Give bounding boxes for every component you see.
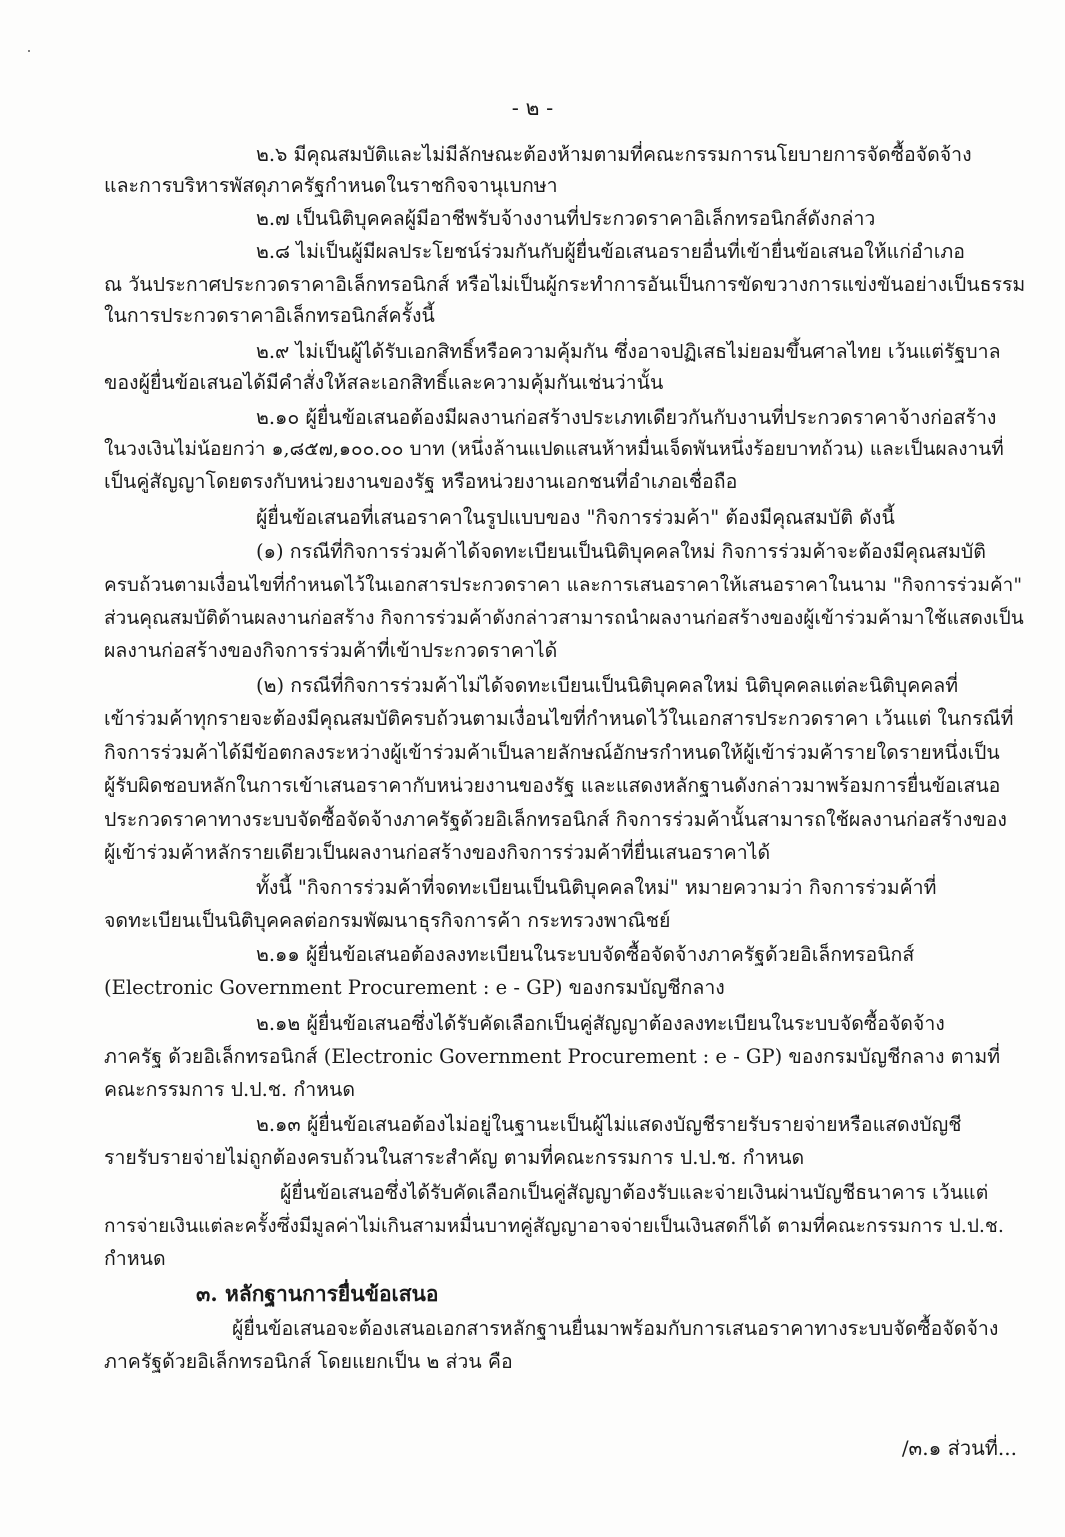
clause-2-6-cont: และการบริหารพัสดุภาครัฐกำหนดในราชกิจจานุเบกษา (104, 174, 558, 197)
joint-venture-definition: ทั้งนี้ "กิจการร่วมค้าที่จดทะเบียนเป็นนิติบุคคลใหม่" หมายความว่า กิจการร่วมค้าที่ (256, 876, 937, 899)
clause-2-9: ๒.๙ ไม่เป็นผู้ได้รับเอกสิทธิ์หรือความคุ้มกัน ซึ่งอาจปฏิเสธไม่ยอมขึ้นศาลไทย เว้นแต่รัฐบาล (256, 340, 1001, 363)
clause-2-6: ๒.๖ มีคุณสมบัติและไม่มีลักษณะต้องห้ามตามที่คณะกรรมการนโยบายการจัดซื้อจัดจ้าง (256, 143, 972, 166)
clause-2-10-cont-1: ในวงเงินไม่น้อยกว่า ๑,๘๕๗,๑๐๐.๐๐ บาท (หนึ่งล้านแปดแสนห้าหมื่นเจ็ดพันหนึ่งร้อยบาทถ้วน) และเป็นผลงานที่ (104, 438, 1004, 460)
clause-2-11-cont: (Electronic Government Procurement : e - GP) ของกรมบัญชีกลาง (104, 976, 725, 999)
page-number: - ๒ - (511, 96, 554, 120)
clause-2-8: ๒.๘ ไม่เป็นผู้มีผลประโยชน์ร่วมกันกับผู้ยื่นข้อเสนอรายอื่นที่เข้ายื่นข้อเสนอให้แก่อำเภอ (256, 240, 965, 263)
scan-speck (28, 50, 30, 52)
continuation-reference: /๓.๑ ส่วนที่... (901, 1436, 1017, 1460)
clause-2-12: ๒.๑๒ ผู้ยื่นข้อเสนอซึ่งได้รับคัดเลือกเป็นคู่สัญญาต้องลงทะเบียนในระบบจัดซื้อจัดจ้าง (256, 1012, 945, 1035)
section-3-heading: ๓. หลักฐานการยื่นข้อเสนอ (196, 1281, 439, 1306)
joint-venture-case-2: (๒) กรณีที่กิจการร่วมค้าไม่ได้จดทะเบียนเป็นนิติบุคคลใหม่ นิติบุคคลแต่ละนิติบุคคลที่ (256, 674, 959, 697)
clause-2-11: ๒.๑๑ ผู้ยื่นข้อเสนอต้องลงทะเบียนในระบบจัดซื้อจัดจ้างภาครัฐด้วยอิเล็กทรอนิกส์ (256, 943, 915, 966)
joint-venture-case-1-cont-1: ครบถ้วนตามเงื่อนไขที่กำหนดไว้ในเอกสารประกวดราคา และการเสนอราคาให้เสนอราคาในนาม "กิจการร่วมค้า" (104, 574, 1023, 596)
joint-venture-case-2-cont-1: เข้าร่วมค้าทุกรายจะต้องมีคุณสมบัติครบถ้วนตามเงื่อนไขที่กำหนดไว้ในเอกสารประกวดราคา เว้นแต่ ในกรณีที่ (104, 707, 1014, 730)
joint-venture-case-1-cont-2: ส่วนคุณสมบัติด้านผลงานก่อสร้าง กิจการร่วมค้าดังกล่าวสามารถนำผลงานก่อสร้างของผู้เข้าร่วมค้ามาใช้แสดงเป็น (104, 607, 1024, 629)
section-3-body-cont: ภาครัฐด้วยอิเล็กทรอนิกส์ โดยแยกเป็น ๒ ส่วน คือ (104, 1350, 513, 1373)
joint-venture-intro: ผู้ยื่นข้อเสนอที่เสนอราคาในรูปแบบของ "กิจการร่วมค้า" ต้องมีคุณสมบัติ ดังนี้ (256, 506, 895, 529)
clause-2-13-cont: รายรับรายจ่ายไม่ถูกต้องครบถ้วนในสาระสำคัญ ตามที่คณะกรรมการ ป.ป.ช. กำหนด (104, 1146, 805, 1169)
clause-2-8-cont-2: ในการประกวดราคาอิเล็กทรอนิกส์ครั้งนี้ (104, 304, 435, 327)
clause-2-7: ๒.๗ เป็นนิติบุคคลผู้มีอาชีพรับจ้างงานที่ประกวดราคาอิเล็กทรอนิกส์ดังกล่าว (256, 207, 876, 230)
section-3-body: ผู้ยื่นข้อเสนอจะต้องเสนอเอกสารหลักฐานยื่นมาพร้อมกับการเสนอราคาทางระบบจัดซื้อจัดจ้าง (232, 1317, 999, 1340)
joint-venture-case-1-cont-3: ผลงานก่อสร้างของกิจการร่วมค้าที่เข้าประกวดราคาได้ (104, 639, 558, 662)
clause-2-10: ๒.๑๐ ผู้ยื่นข้อเสนอต้องมีผลงานก่อสร้างประเภทเดียวกันกับงานที่ประกวดราคาจ้างก่อสร้าง (256, 406, 997, 429)
joint-venture-case-2-cont-3: ผู้รับผิดชอบหลักในการเข้าเสนอราคากับหน่วยงานของรัฐ และแสดงหลักฐานดังกล่าวมาพร้อมการยื่นข้อเสนอ (104, 774, 1001, 797)
joint-venture-case-2-cont-5: ผู้เข้าร่วมค้าหลักรายเดียวเป็นผลงานก่อสร้างของกิจการร่วมค้าที่ยื่นเสนอราคาได้ (104, 841, 771, 864)
clause-2-10-cont-2: เป็นคู่สัญญาโดยตรงกับหน่วยงานของรัฐ หรือหน่วยงานเอกชนที่อำเภอเชื่อถือ (104, 470, 738, 493)
joint-venture-case-2-cont-2: กิจการร่วมค้าได้มีข้อตกลงระหว่างผู้เข้าร่วมค้าเป็นลายลักษณ์อักษรกำหนดให้ผู้เข้าร่วมค้ารายใดรายหนึ่งเป็น (104, 741, 1000, 764)
clause-2-12-cont-1: ภาครัฐ ด้วยอิเล็กทรอนิกส์ (Electronic Government Procurement : e - GP) ของกรมบัญชีกลาง ตามที่ (104, 1045, 1001, 1068)
clause-2-13: ๒.๑๓ ผู้ยื่นข้อเสนอต้องไม่อยู่ในฐานะเป็นผู้ไม่แสดงบัญชีรายรับรายจ่ายหรือแสดงบัญชี (256, 1113, 962, 1136)
clause-2-9-cont: ของผู้ยื่นข้อเสนอได้มีคำสั่งให้สละเอกสิทธิ์และความคุ้มกันเช่นว่านั้น (104, 371, 664, 394)
bank-payment-clause-cont-2: กำหนด (104, 1247, 166, 1270)
bank-payment-clause: ผู้ยื่นข้อเสนอซึ่งได้รับคัดเลือกเป็นคู่สัญญาต้องรับและจ่ายเงินผ่านบัญชีธนาคาร เว้นแต่ (280, 1181, 989, 1204)
clause-2-12-cont-2: คณะกรรมการ ป.ป.ช. กำหนด (104, 1078, 356, 1101)
joint-venture-case-2-cont-4: ประกวดราคาทางระบบจัดซื้อจัดจ้างภาครัฐด้วยอิเล็กทรอนิกส์ กิจการร่วมค้านั้นสามารถใช้ผลงานก่อสร้างของ (104, 808, 1007, 831)
joint-venture-definition-cont: จดทะเบียนเป็นนิติบุคคลต่อกรมพัฒนาธุรกิจการค้า กระทรวงพาณิชย์ (104, 909, 671, 932)
joint-venture-case-1: (๑) กรณีที่กิจการร่วมค้าได้จดทะเบียนเป็นนิติบุคคลใหม่ กิจการร่วมค้าจะต้องมีคุณสมบัติ (256, 540, 986, 563)
bank-payment-clause-cont-1: การจ่ายเงินแต่ละครั้งซึ่งมีมูลค่าไม่เกินสามหมื่นบาทคู่สัญญาอาจจ่ายเป็นเงินสดก็ได้ ตามที่คณะกรรมการ ป.ป.ช. (104, 1215, 1004, 1237)
clause-2-8-cont-1: ณ วันประกาศประกวดราคาอิเล็กทรอนิกส์ หรือไม่เป็นผู้กระทำการอันเป็นการขัดขวางการแข่งขันอย่างเป็นธรรม (104, 273, 1026, 296)
